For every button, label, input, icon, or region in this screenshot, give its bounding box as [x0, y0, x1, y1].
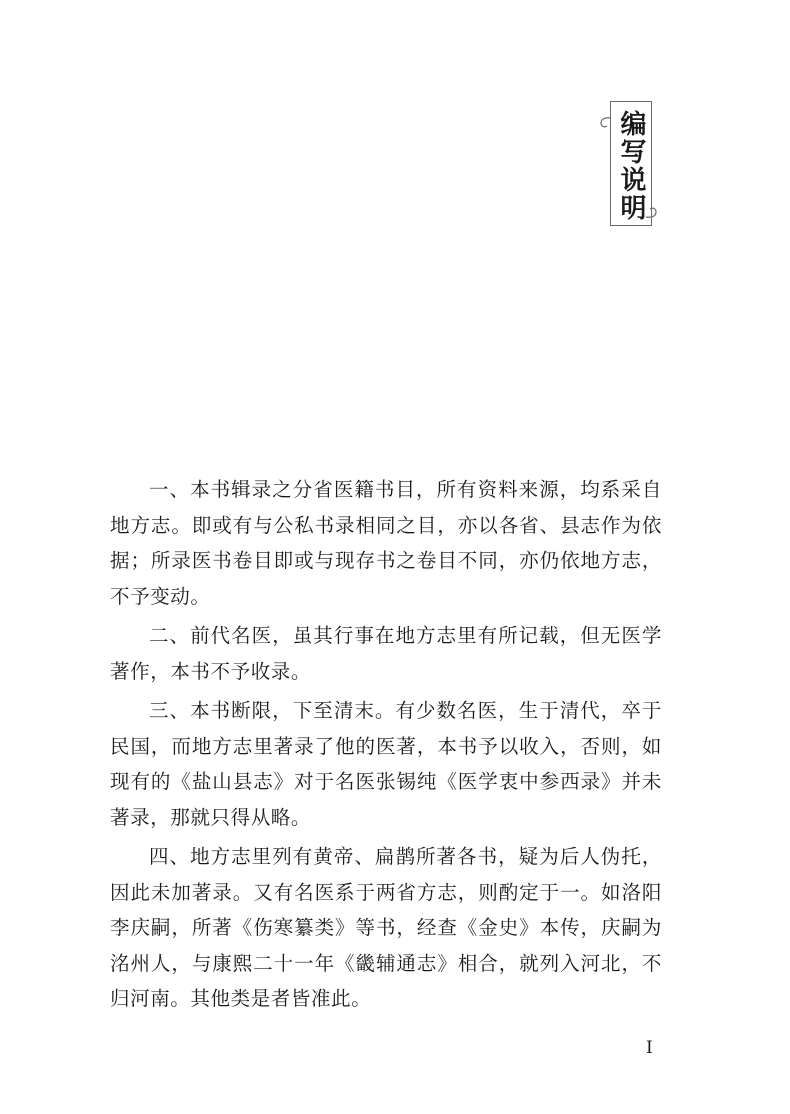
body-text: [110, 472, 662, 1021]
title-frame-hook-bottom-right-icon: [643, 205, 659, 219]
paragraph-3: 三、本书断限，下至清末。有少数名医，生于清代，卒于民国，而地方志里著录了他的医著，本书予以收入，否则，如现有的《盐山县志》对于名医张锡纯《医学衷中参西录》并未著录，那就只得从略。: [110, 699, 662, 829]
paragraph-1: 一、本书辑录之分省医籍书目，所有资料来源，均系采自地方志。即或有与公私书录相同之目，亦以各省、县志作为依据；所录医书卷目即或与现存书之卷目不同，亦仍依地方志，不予变动。: [110, 478, 662, 608]
section-title: 编写说明: [616, 110, 646, 222]
paragraph-4: 四、地方志里列有黄帝、扁鹊所著各书，疑为后人伪托，因此未加著录。又有名医系于两省方志，则酌定于一。如洛阳李庆嗣，所著《伤寒纂类》等书，经查《金史》本传，庆嗣为洺州人，与康熙二十一年《畿辅通志》相合，就列入河北，不归河南。其他类是者皆准此。: [110, 845, 662, 1010]
paragraph-2: 二、前代名医，虽其行事在地方志里有所记载，但无医学著作，本书不予收录。: [110, 624, 662, 683]
page-number: I: [646, 1038, 653, 1058]
